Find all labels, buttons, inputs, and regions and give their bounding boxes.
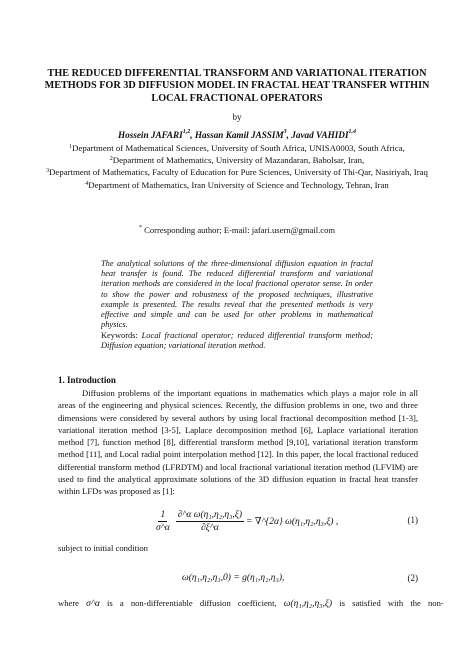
abstract: The analytical solutions of the three-dimensional diffusion equation in fractal heat transfer is found. The reduced differential transform and variational iteration methods are considered in the local fractional operator sense. In order to show the power and robustness of the proposed techniques, illustrative example is presented. The results reveal that the presented methods is very effective and simple and can be used for other problems in mathematical physics. bbox=[101, 259, 373, 330]
sigma-symbol: σ^α bbox=[86, 599, 100, 609]
equation-1-body bbox=[152, 503, 338, 539]
affiliation: $^4$Department of Mathematics, Iran University of Science and Technology, Tehran, Iran bbox=[85, 179, 389, 190]
omega-expression: ω(η₁,η₂,η₃,ξ) bbox=[283, 599, 333, 609]
author-name: Hossein JAFARI bbox=[117, 130, 183, 140]
author-list: Hossein JAFARI$^{1,2}$, Hassan Kamil JASSIM$^3$, Javad VAHIDI$^{1,4}$ bbox=[117, 129, 357, 140]
paper-title: THE REDUCED DIFFERENTIAL TRANSFORM AND VARIATIONAL ITERATION METHODS FOR 3D DIFFUSION MODEL IN FRACTAL HEAT TRANSFER WITHIN LOCAL FRACTIONAL OPERATORS bbox=[44, 68, 430, 104]
keywords-label: Keywords: bbox=[101, 331, 138, 340]
corresponding-author: * Corresponding author; E-mail: jafari.usern@gmail.com bbox=[138, 225, 336, 235]
author-sup: 1,4 bbox=[348, 129, 357, 135]
author-name: Hassan Kamil JASSIM bbox=[194, 130, 284, 140]
author-name: Javad VAHIDI bbox=[291, 130, 349, 140]
equation-number: (2) bbox=[407, 573, 418, 583]
by-line: by bbox=[232, 112, 242, 122]
equation-2 bbox=[58, 573, 418, 587]
affiliation: $^1$Department of Mathematical Sciences, University of South Africa, UNISA0003, South Africa, bbox=[69, 143, 405, 153]
corresponding-email: Corresponding author; E-mail: jafari.usern@gmail.com bbox=[144, 225, 336, 235]
equation-2-body: ω(η₁,η₂,η₃,0) = g(η₁,η₂,η₃), bbox=[182, 573, 285, 583]
equation-1-rhs: = ∇^{2α} ω(η₁,η₂,η₃,ξ) , bbox=[246, 516, 339, 527]
derivative-fraction: $\frac{\text{∂\textasciicircum{}α ω(η₁,η₂,η₃,ξ)}}{\partial\xi\^{}\alpha}$ bbox=[177, 509, 243, 533]
keywords-text: Local fractional operator; reduced differential transform method; Diffusion equation; variational iteration method. bbox=[101, 331, 373, 351]
affiliation: $^2$Department of Mathematics, University of Mazandaran, Babolsar, Iran, bbox=[109, 155, 365, 166]
affiliation: $^3$Department of Mathematics, Faculty of Education for Pure Sciences, University of Thi-Qar, Nasiriyah, Iraq bbox=[46, 167, 428, 178]
equation-1 bbox=[58, 503, 418, 539]
coefficient-fraction: $\frac{1}{\sigma\^{}\alpha}$ bbox=[156, 509, 170, 533]
intro-paragraph: Diffusion problems of the important equations in mathematics which plays a major role in all areas of the engineering and physical sciences. Recently, the diffusion problems in one, two and three dimensions were considered by several authors by using local fractional decomposition method [1-3], variational iteration method [3-5], Laplace decomposition method [6], Laplace variational iteration method [7], function method [8], differential transform method [9,10], variational iteration transform method [11], and Local radial point interpolation method [12]. In this paper, the local fractional reduced differential transform method (LFRDTM) and local fractional variational iteration method (LFVIM) are used to find the analytical approximate solutions of the 3D diffusion equation in fractal heat transfer within LFDs was proposed as [1]: bbox=[58, 388, 418, 497]
subject-text: subject to initial condition bbox=[58, 543, 148, 553]
equation-number: (1) bbox=[407, 515, 418, 525]
author-sup: 1,2 bbox=[182, 129, 191, 135]
section-heading: 1. Introduction bbox=[58, 375, 116, 385]
affiliations bbox=[20, 142, 454, 191]
keywords bbox=[101, 331, 373, 351]
where-sentence: where σ^α is a non-differentiable diffusion coefficient, ω(η₁,η₂,η₃,ξ) is satisfied with the non- bbox=[58, 598, 444, 609]
author-sup: 3 bbox=[283, 129, 287, 135]
